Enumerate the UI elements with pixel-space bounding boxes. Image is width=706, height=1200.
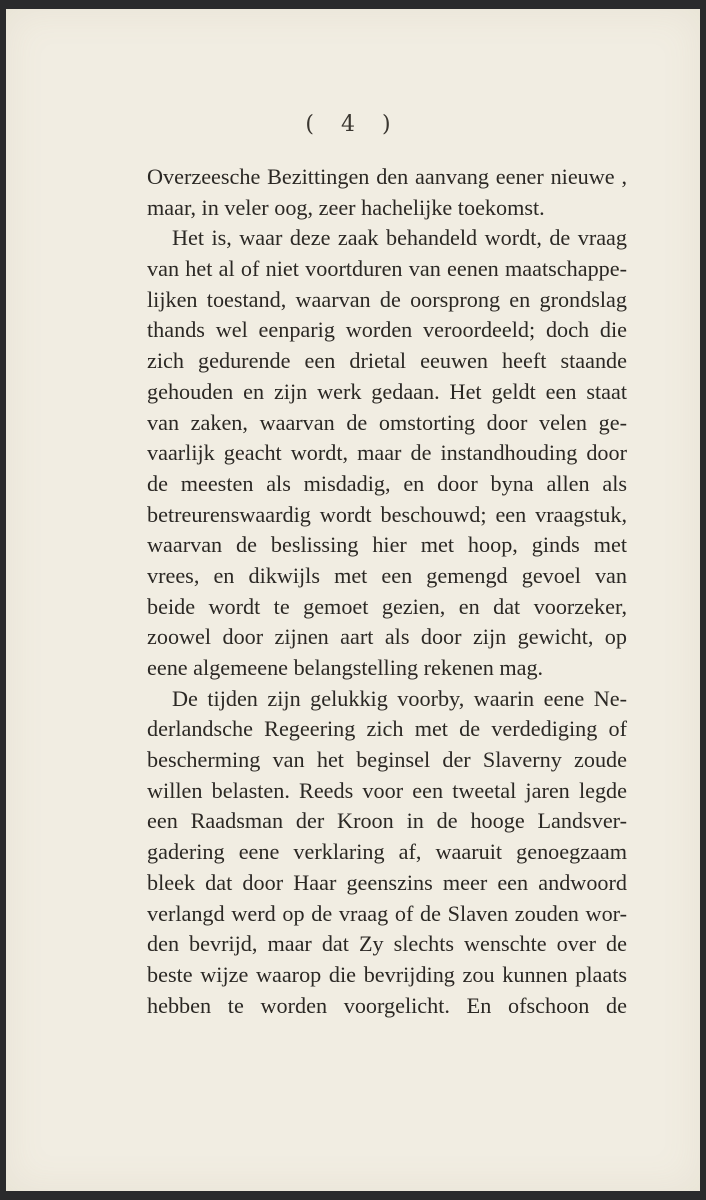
body-text — [147, 162, 627, 1021]
page-number: ( 4 ) — [305, 112, 401, 137]
text-line: van zaken, waarvan de omstorting door velen ge- — [147, 409, 627, 435]
text-line: bescherming van het beginsel der Slaverny zoude — [147, 747, 627, 773]
text-line: betreurenswaardig wordt beschouwd; een vraagstuk, — [147, 501, 627, 527]
text-line: vrees, en dikwijls met een gemengd gevoel van — [147, 562, 627, 588]
text-line: den bevrijd, maar dat Zy slechts wenschte over de — [147, 931, 627, 957]
text-line: gehouden en zijn werk gedaan. Het geldt een staat — [147, 378, 627, 404]
text-line: lijken toestand, waarvan de oorsprong en grondslag — [147, 286, 627, 312]
text-line: van het al of niet voortduren van eenen maatschappe- — [147, 256, 627, 282]
text-line: maar, in veler oog, zeer hachelijke toekomst. — [147, 194, 545, 220]
text-line: de meesten als misdadig, en door byna allen als — [147, 470, 627, 496]
text-line: eene algemeene belangstelling rekenen mag. — [147, 655, 544, 680]
text-line: zich gedurende een drietal eeuwen heeft staande — [147, 348, 627, 374]
text-line: beste wijze waarop die bevrijding zou kunnen plaats — [147, 961, 627, 987]
text-line: derlandsche Regeering zich met de verdediging of — [147, 716, 627, 742]
text-line: gadering eene verklaring af, waaruit genoegzaam — [147, 839, 627, 865]
text-line: Het is, waar deze zaak behandeld wordt, de vraag — [172, 225, 627, 251]
text-line: vaarlijk geacht wordt, maar de instandhouding door — [147, 440, 627, 466]
text-line: waarvan de beslissing hier met hoop, ginds met — [147, 532, 627, 558]
text-line: verlangd werd op de vraag of de Slaven zouden wor- — [147, 900, 627, 926]
text-line: willen belasten. Reeds voor een tweetal jaren legde — [147, 777, 627, 803]
text-line: een Raadsman der Kroon in de hooge Landsver- — [147, 808, 627, 834]
text-line: hebben te worden voorgelicht. En ofschoon de — [147, 992, 627, 1018]
text-line: bleek dat door Haar geenszins meer een andwoord — [147, 869, 627, 895]
text-line: thands wel eenparig worden veroordeeld; doch die — [147, 317, 627, 343]
book-page — [6, 9, 700, 1191]
text-line: beide wordt te gemoet gezien, en dat voorzeker, — [147, 593, 627, 619]
text-line: De tijden zijn gelukkig voorby, waarin eene Ne- — [172, 685, 627, 711]
text-line: zoowel door zijnen aart als door zijn gewicht, op — [147, 624, 627, 650]
text-line: Overzeesche Bezittingen den aanvang eener nieuwe , — [147, 164, 627, 189]
